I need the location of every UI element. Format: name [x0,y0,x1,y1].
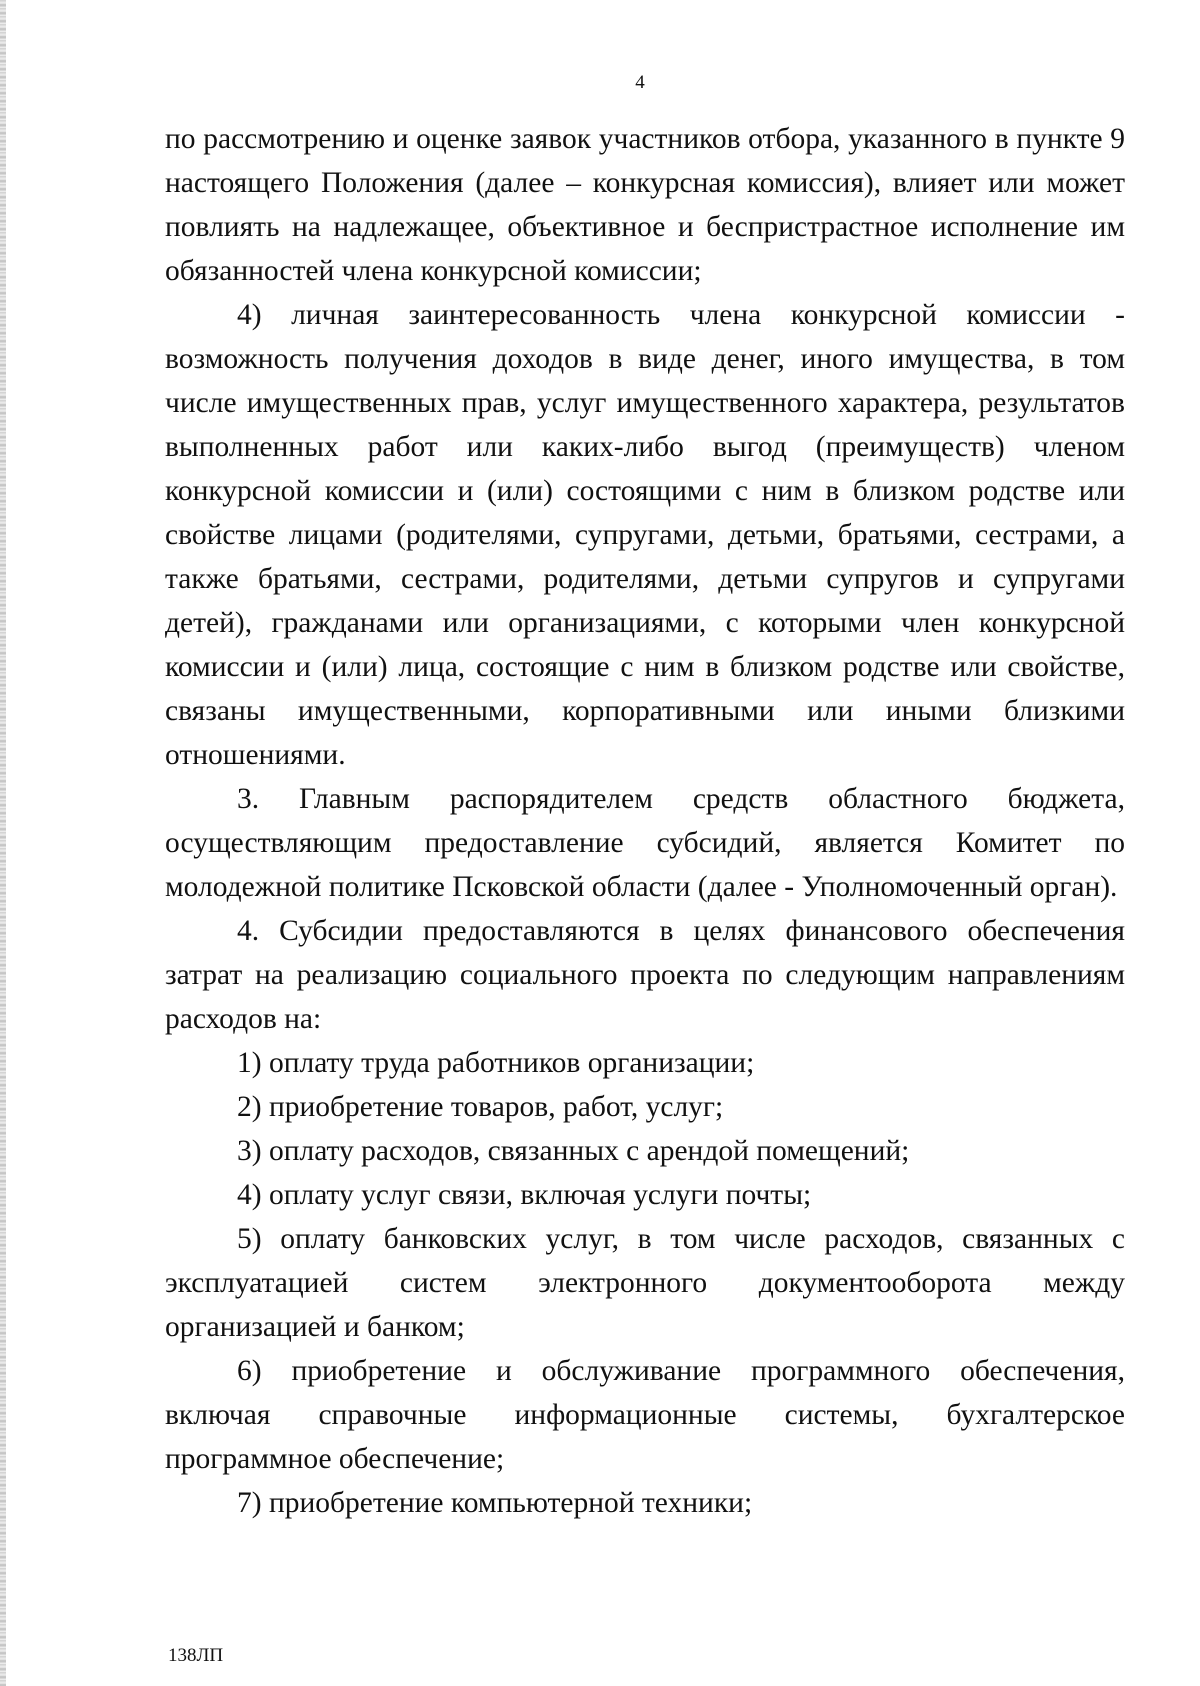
list-item-5: 5) оплату банковских услуг, в том числе расходов, связанных с эксплуатацией систем электронного документооборота между организацией и банком; [165,1223,1125,1343]
document-body [165,117,1125,1525]
paragraph-conflict-definition-end: по рассмотрению и оценке заявок участников отбора, указанного в пункте 9 настоящего Положения (далее – конкурсная комиссия), влияет или может повлиять на надлежащее, объективное и беспристрастное исполнение им обязанностей члена конкурсной комиссии; [165,123,1125,287]
list-item-4: 4) оплату услуг связи, включая услуги почты; [237,1179,812,1211]
paragraph-main-administrator: 3. Главным распорядителем средств областного бюджета, осуществляющим предоставление субсидий, является Комитет по молодежной политике Псковской области (далее - Уполномоченный орган). [165,783,1125,903]
document-code: 138ЛП [168,1645,224,1666]
list-item-1: 1) оплату труда работников организации; [237,1047,755,1079]
list-item-7: 7) приобретение компьютерной техники; [237,1487,753,1519]
page-number: 4 [635,72,645,93]
paragraph-personal-interest: 4) личная заинтересованность члена конкурсной комиссии - возможность получения доходов в виде денег, иного имущества, в том числе имущественных прав, услуг имущественного характера, результатов выполненных работ или каких-либо выгод (преимуществ) членом конкурсной комиссии и (или) состоящими с ним в близком родстве или свойстве лицами (родителями, супругами, детьми, братьями, сестрами, а также братьями, сестрами, родителями, детьми супругов и супругами детей), гражданами или организациями, с которыми член конкурсной комиссии и (или) лица, состоящие с ним в близком родстве или свойстве, связаны имущественными, корпоративными или иными близкими отношениями. [165,299,1125,771]
scan-edge [0,0,6,1686]
list-item-3: 3) оплату расходов, связанных с арендой помещений; [237,1135,910,1167]
list-item-6: 6) приобретение и обслуживание программного обеспечения, включая справочные информационные системы, бухгалтерское программное обеспечение; [165,1355,1125,1475]
list-item-2: 2) приобретение товаров, работ, услуг; [237,1091,724,1123]
paragraph-subsidy-purpose: 4. Субсидии предоставляются в целях финансового обеспечения затрат на реализацию социального проекта по следующим направлениям расходов на: [165,915,1125,1035]
